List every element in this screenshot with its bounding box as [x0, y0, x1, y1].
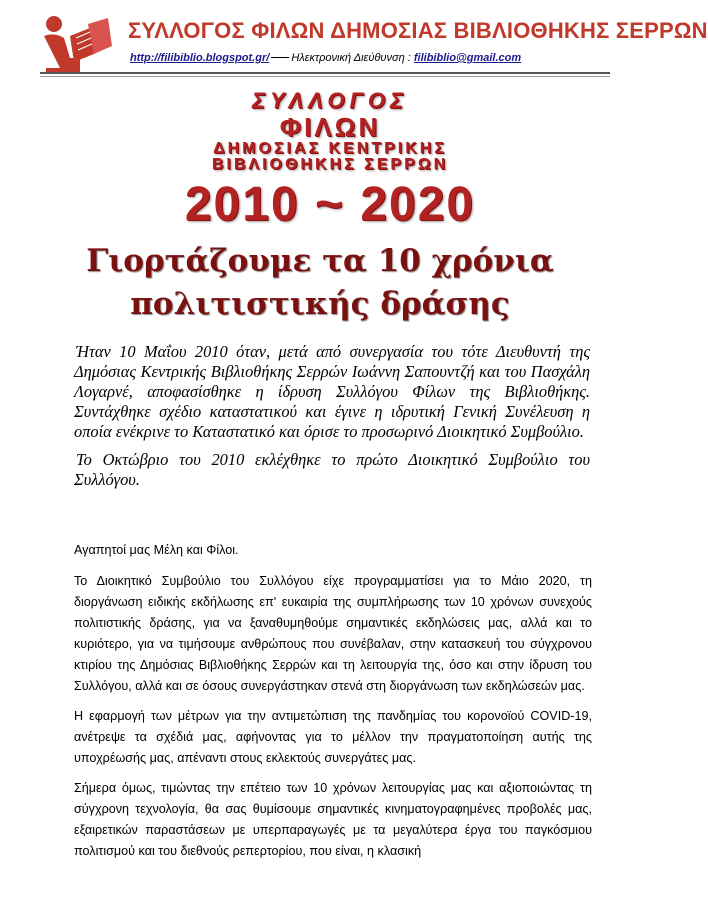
- emblem-line-3: ΔΗΜΟΣΙΑΣ ΚΕΝΤΡΙΚΗΣ: [213, 140, 447, 157]
- salutation: Αγαπητοί μας Μέλη και Φίλοι.: [74, 543, 239, 557]
- anniversary-emblem: [150, 90, 510, 229]
- blog-link[interactable]: http://filibiblio.blogspot.gr/: [130, 52, 270, 64]
- contact-line: [130, 52, 610, 64]
- body-paragraph: Σήμερα όμως, τιμώντας την επέτειο των 10 χρόνων λειτουργίας μας και αξιοποιώντας τη σύγχρονη τεχνολογία, θα σας θυμίσουμε σημαντικές κινηματογραφημένες προβολές μας, εξαιρετικών παραστάσεων με υπερπαραγωγές με τα μεγαλύτερα έργα του παγκόσμιου πολιτισμού και του διεθνούς ρεπερτορίου, που είναι, η κλασική: [74, 781, 592, 858]
- library-logo-icon: [40, 14, 118, 74]
- page-title: [60, 240, 580, 326]
- title-line-1: Γιορτάζουμε τα 10 χρόνια: [86, 243, 554, 279]
- body-paragraph: Το Διοικητικό Συμβούλιο του Συλλόγου είχε προγραμματίσει για το Μάιο 2020, τη διοργάνωση ειδικής εκδήλωσης επ' ευκαιρία της συμπλήρωσης των 10 χρόνων συνεχούς πολιτιστικής δράσης, για να ξαναθυμηθούμε σημαντικές εκδηλώσεις μας, αλλά και το κυριότερο, για να τιμήσουμε ανθρώπους που συνέβαλαν, στην κατασκευή του σύγχρονου κτιρίου της Δημόσιας Βιβλιοθήκης Σερρών και τη λειτουργία της, όσο και στην ίδρυση του Συλλόγου, αλλά και σε όσους συνεργάστηκαν στενά στη διοργάνωση των εκδηλώσεών μας.: [74, 574, 592, 693]
- email-label: Ηλεκτρονική Διεύθυνση :: [291, 52, 411, 64]
- intro-paragraph: Το Οκτώβριο του 2010 εκλέχθηκε το πρώτο Διοικητικό Συμβούλιο του Συλλόγου.: [74, 450, 590, 489]
- email-link[interactable]: filibiblio@gmail.com: [413, 52, 522, 64]
- body-paragraph: Η εφαρμογή των μέτρων για την αντιμετώπιση της πανδημίας του κορονοϊού COVID-19, ανέτρεψε τα σχέδιά μας, αφήνοντας για το μέλλον την πραγματοποίηση αυτής της υποχρέωσής μας, απέναντι στους εκλεκτούς συνεργάτες μας.: [74, 709, 592, 765]
- header-divider: [40, 72, 610, 74]
- intro-paragraph: Ήταν 10 Μαΐου 2010 όταν, μετά από συνεργασία του τότε Διευθυντή της Δημόσιας Κεντρικής Βιβλιοθήκης Σερρών Ιωάννη Σαπουντζή και του Πασχάλη Λογαρνέ, αποφασίσθηκε η ίδρυση Συλλόγου Φίλων της Βιβλιοθήκης. Συντάχθηκε σχέδιο καταστατικού και έγινε η ιδρυτική Γενική Συνέλευση η οποία ενέκρινε το Καταστατικό και όρισε το προσωρινό Διοικητικό Συμβούλιο.: [74, 342, 590, 441]
- emblem-line-2: ΦΙΛΩΝ: [279, 112, 381, 142]
- title-line-2: πολιτιστικής δράσης: [130, 286, 510, 322]
- emblem-line-4: ΒΙΒΛΙΟΘΗΚΗΣ ΣΕΡΡΩΝ: [211, 156, 449, 173]
- emblem-years: 2010 ~ 2020: [184, 178, 476, 231]
- emblem-line-1: ΣΥΛΛΟΓΟΣ: [252, 88, 408, 113]
- header-divider-thin: [40, 76, 610, 77]
- association-title: ΣΥΛΛΟΓΟΣ ΦΙΛΩΝ ΔΗΜΟΣΙΑΣ ΒΙΒΛΙΟΘΗΚΗΣ ΣΕΡΡΩΝ: [128, 18, 708, 43]
- letter-body: [74, 540, 592, 871]
- intro-section: [74, 342, 590, 490]
